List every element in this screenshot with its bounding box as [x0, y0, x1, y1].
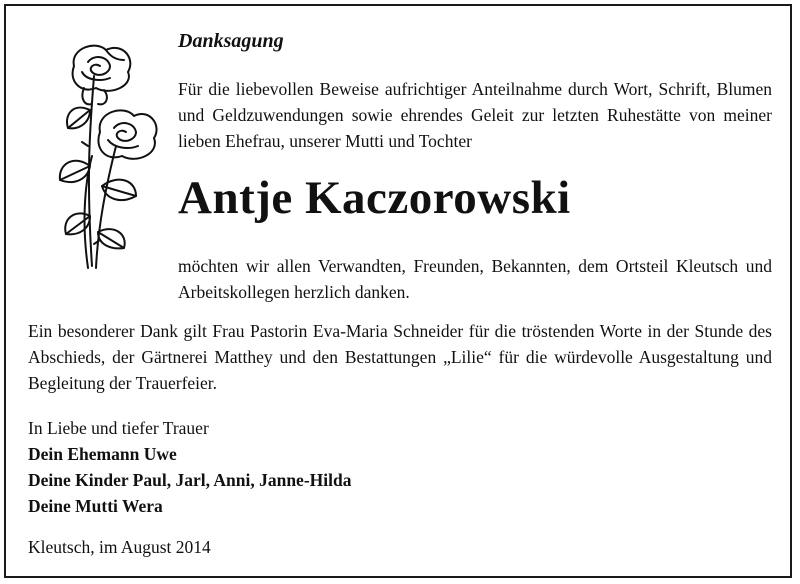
signature-name: Deine Mutti Wera — [28, 496, 163, 516]
signature-name: Deine Kinder Paul, Jarl, Anni, Janne-Hilda — [28, 470, 352, 490]
rose-illustration — [44, 36, 164, 276]
special-thanks-paragraph: Ein besonderer Dank gilt Frau Pastorin Eva-Maria Schneider für die tröstenden Worte in der Stunde des Abschieds, der Gärtnerei Matthey und den Bestattungen „Lilie“ für die würdevolle Ausgestaltung und Begleitung der Trauerfeier. — [28, 321, 772, 393]
notice-heading: Danksagung — [178, 30, 284, 52]
signature-name: Dein Ehemann Uwe — [28, 444, 177, 464]
intro-paragraph: Für die liebevollen Beweise aufrichtiger Anteilnahme durch Wort, Schrift, Blumen und Geldzuwendungen sowie ehrendes Geleit zur letzten Ruhestätte von meiner lieben Ehefrau, unserer Mutti und Tochter — [178, 79, 772, 151]
thanks-paragraph: möchten wir allen Verwandten, Freunden, Bekannten, dem Ortsteil Kleutsch und Arbeitskollegen herzlich danken. — [178, 256, 772, 302]
signature-block — [28, 415, 351, 519]
deceased-name: Antje Kaczorowski — [178, 172, 571, 224]
signature-intro: In Liebe und tiefer Trauer — [28, 418, 209, 438]
place-date: Kleutsch, im August 2014 — [28, 537, 211, 557]
